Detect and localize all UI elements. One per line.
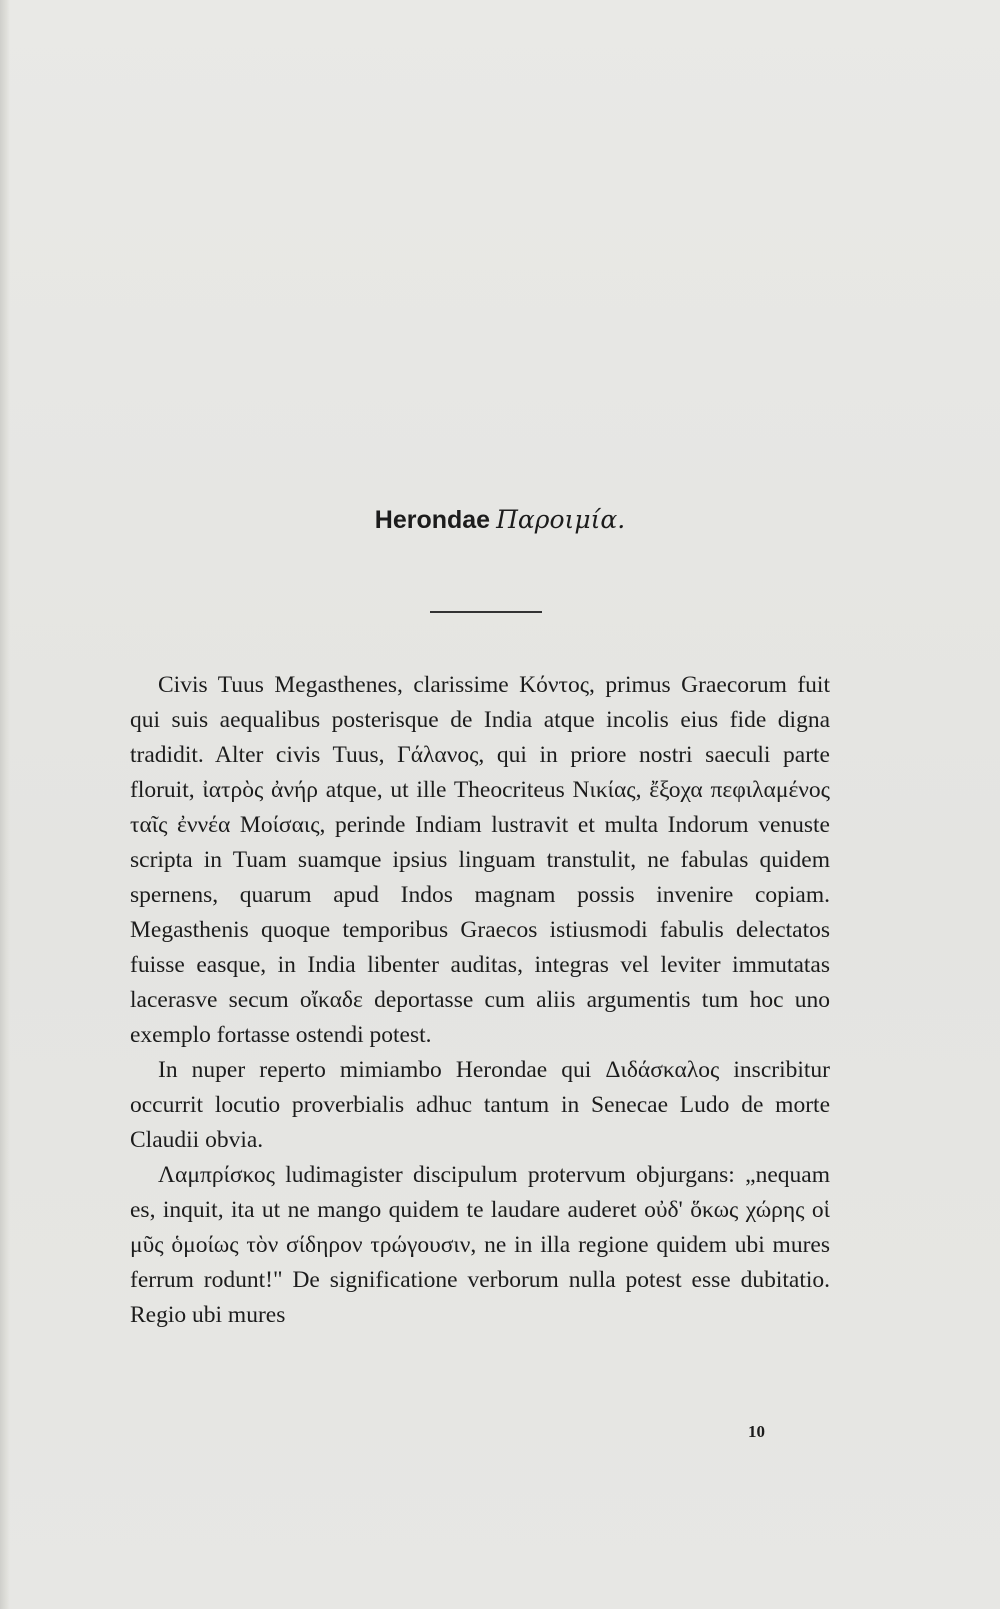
title-greek: Παροιμία. [496,505,626,534]
page-binding-edge [0,0,10,1609]
page-number: 10 [748,1422,765,1441]
paragraph: Λαμπρίσκος ludimagister discipulum protervum objurgans: „nequam es, inquit, ita ut ne mango quidem te laudare auderet οὐδ' ὅκως χώρης οἱ μῦς ὁμοίως τὸν σίδηρον τρώγουσιν, ne in illa regione quidem ubi mures ferrum rodunt!" De significatione verborum nulla potest esse dubitatio. Regio ubi mures [130,1162,830,1328]
paragraph: In nuper reperto mimiambo Herondae qui Διδάσκαλος inscribitur occurrit locutio proverbialis adhuc tantum in Senecae Ludo de morte Claudii obvia. [130,1057,830,1153]
body-text [130,668,830,1333]
title-divider [430,611,542,613]
page-title [0,505,1000,535]
title-latin: Herondae [374,506,491,534]
paragraph: Civis Tuus Megasthenes, clarissime Κόντος, primus Graecorum fuit qui suis aequalibus posterisque de India atque incolis eius fide digna tradidit. Alter civis Tuus, Γάλανος, qui in priore nostri saeculi parte floruit, ἰατρὸς ἀνήρ atque, ut ille Theocriteus Νικίας, ἔξοχα πεφιλαμένος ταῖς ἐννέα Μοίσαις, perinde Indiam lustravit et multa Indorum venuste scripta in Tuam suamque ipsius linguam transtulit, ne fabulas quidem spernens, quarum apud Indos magnam possis invenire copiam. Megasthenis quoque temporibus Graecos istiusmodi fabulis delectatos fuisse easque, in India libenter auditas, integras vel leviter immutatas lacerasve secum οἴκαδε deportasse cum aliis argumentis tum hoc uno exemplo fortasse ostendi potest. [130,672,830,1048]
